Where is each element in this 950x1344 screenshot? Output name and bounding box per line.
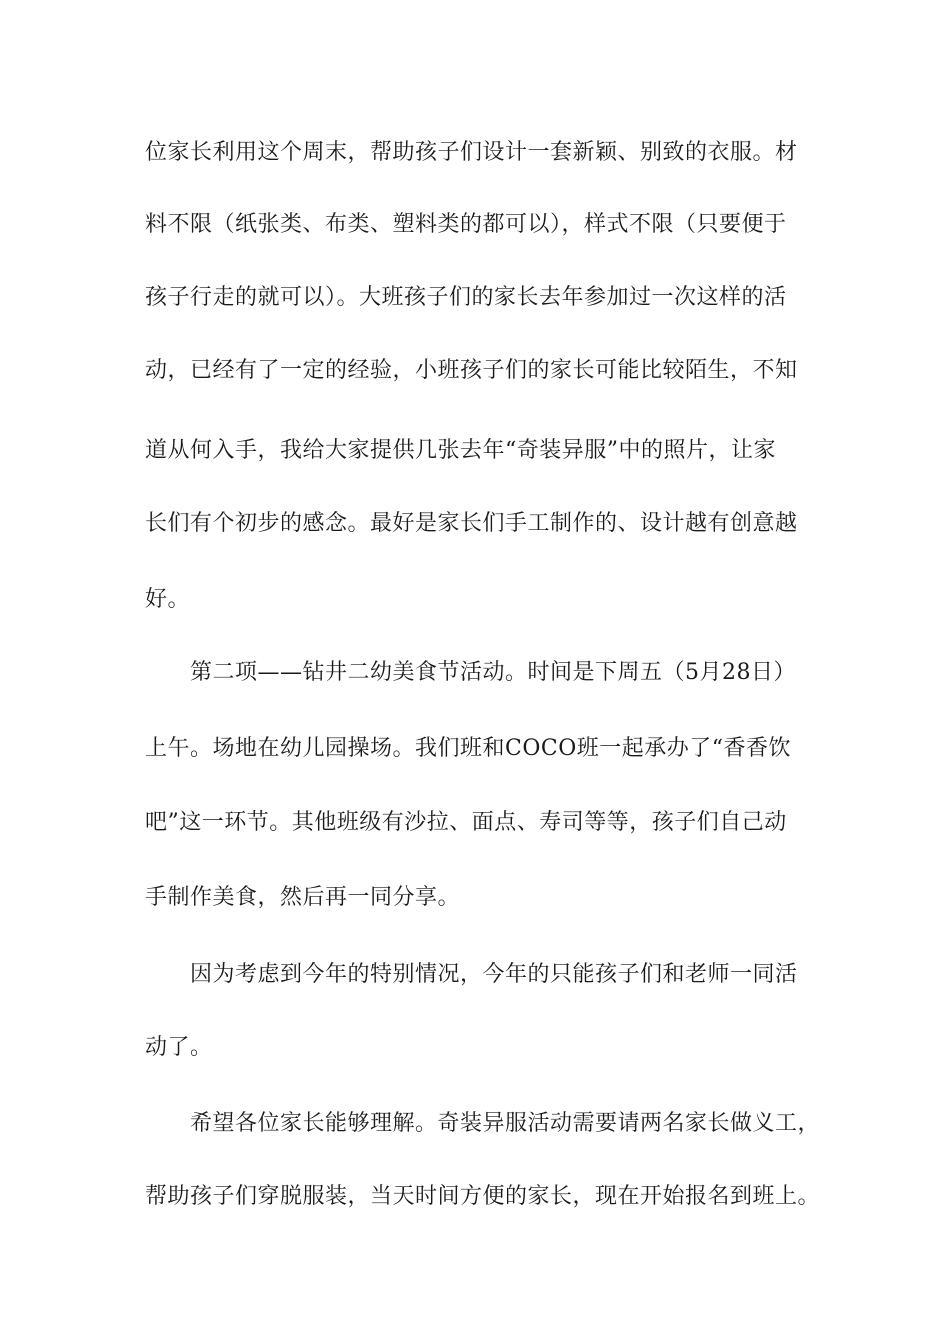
paragraph-line: 道从何入手，我给大家提供几张去年“奇装异服”中的照片，让家 <box>145 438 776 463</box>
paragraph-line: 长们有个初步的感念。最好是家长们手工制作的、设计越有创意越 <box>145 511 798 536</box>
paragraph-line: 手制作美食，然后再一同分享。 <box>145 885 461 910</box>
paragraph-line: 位家长利用这个周末，帮助孩子们设计一套新颖、别致的衣服。材 <box>145 140 798 165</box>
paragraph-line: 动，已经有了一定的经验，小班孩子们的家长可能比较陌生，不知 <box>145 358 798 383</box>
paragraph-line: 吧”这一环节。其他班级有沙拉、面点、寿司等等，孩子们自己动 <box>145 810 787 835</box>
paragraph-line: 第二项——钻井二幼美食节活动。时间是下周五（5月28日） <box>190 660 796 685</box>
paragraph-line: 动了。 <box>145 1035 213 1060</box>
paragraph-line: 希望各位家长能够理解。奇装异服活动需要请两名家长做义工， <box>190 1111 821 1136</box>
paragraph-line: 孩子行走的就可以）。大班孩子们的家长去年参加过一次这样的活 <box>145 285 787 310</box>
paragraph-line: 好。 <box>145 587 191 612</box>
paragraph-line: 因为考虑到今年的特别情况，今年的只能孩子们和老师一同活 <box>190 962 798 987</box>
paragraph-line: 上午。场地在幼儿园操场。我们班和COCO班一起承办了“香香饮 <box>145 736 791 761</box>
paragraph-line: 帮助孩子们穿脱服装，当天时间方便的家长，现在开始报名到班上。 <box>145 1184 821 1209</box>
paragraph-line: 料不限（纸张类、布类、塑料类的都可以），样式不限（只要便于 <box>145 212 787 237</box>
